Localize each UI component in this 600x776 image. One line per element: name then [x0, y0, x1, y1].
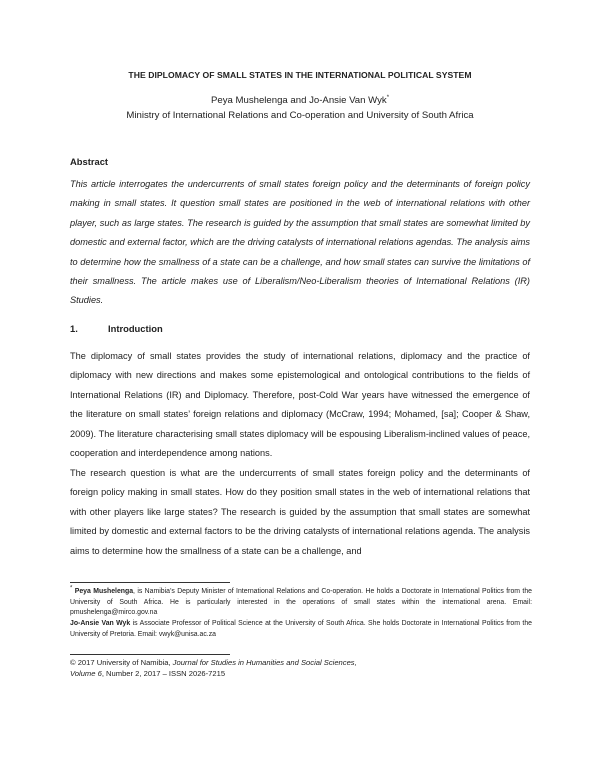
abstract-heading: Abstract	[70, 156, 109, 167]
footnote-name: Jo-Ansie Van Wyk	[70, 620, 131, 627]
author-names: Peya Mushelenga and Jo-Ansie Van Wyk	[210, 95, 387, 106]
body-paragraph: The research question is what are the undercurrents of small states foreign policy and the determinants of foreign policy making in small states. How do they position small states in the web of international relations that with other players like large states? The research is guided by the assumption that small states are somewhat limited by domestic and external factors to be the driving catalysts of international relations agenda. The analysis aims to determine how the smallness of a state can be a challenge, and	[70, 468, 530, 556]
author-affiliation: Ministry of International Relations and Co-operation and University of South Africa	[126, 110, 474, 121]
footnote-text: is Associate Professor of Political Science at the University of South Africa. She holds Doctorate in International Politics from the University of Pretoria. Email: vwyk@unisa.ac.za	[70, 620, 532, 638]
author-footnote-mark[interactable]: *	[386, 94, 390, 101]
issue-info: , Number 2, 2017 – ISSN 2026-7215	[101, 669, 226, 678]
copyright-prefix: © 2017 University of Namibia,	[70, 658, 173, 667]
section-number: 1.	[70, 323, 78, 334]
volume-label: Volume 6	[70, 669, 102, 678]
body-paragraph: The diplomacy of small states provides the study of international relations, diplomacy and the practice of diplomacy with new directions and makes some epistemological and ontological contributions to the fields of International Relations (IR) and Diplomacy. Therefore, post-Cold War years have witnessed the emergence of the literature on small states’ foreign relations and diplomacy (McCraw, 1994; Mohamed, [sa]; Cooper & Shaw, 2009). The literature characterising small states diplomacy will be espousing Liberalism-inclined values of peace, cooperation and interdependence among nations.	[70, 351, 530, 459]
copyright-notice	[70, 657, 530, 679]
section-heading-introduction	[70, 323, 163, 334]
copyright-separator	[70, 654, 230, 655]
abstract-text: This article interrogates the undercurrents of small states foreign policy and the determinants of foreign policy making in small states. It question small states are positioned in the web of international relations with other player, such as large states. The research is guided by the assumption that small states are somewhat limited by domestic and external factor, which are the driving catalysts of international relations agendas. The analysis aims to determine how the smallness of a state can be a challenge, and how small states can survive the limitations of their smallness. The article makes use of Liberalism/Neo-Liberalism theories of International Relations (IR) Studies.	[70, 179, 530, 306]
footnote-separator	[70, 582, 230, 583]
paper-title: THE DIPLOMACY OF SMALL STATES IN THE INTERNATIONAL POLITICAL SYSTEM	[128, 70, 472, 80]
author-line	[60, 95, 540, 106]
footnote-author-2	[70, 619, 532, 640]
footnote-text: , is Namibia’s Deputy Minister of International Relations and Co-operation. He holds a Doctorate in International Politics from the University of South Africa. He is particularly interested in the operations of small states within the international arena. Email: pmushelenga@mirco.gov.na	[70, 588, 532, 617]
footnote-name: Peya Mushelenga	[74, 588, 134, 595]
footnote-mark: *	[70, 585, 73, 592]
section-title: Introduction	[108, 323, 163, 334]
journal-name: Journal for Studies in Humanities and Social Sciences,	[172, 658, 357, 667]
footnote-author-1	[70, 587, 532, 619]
